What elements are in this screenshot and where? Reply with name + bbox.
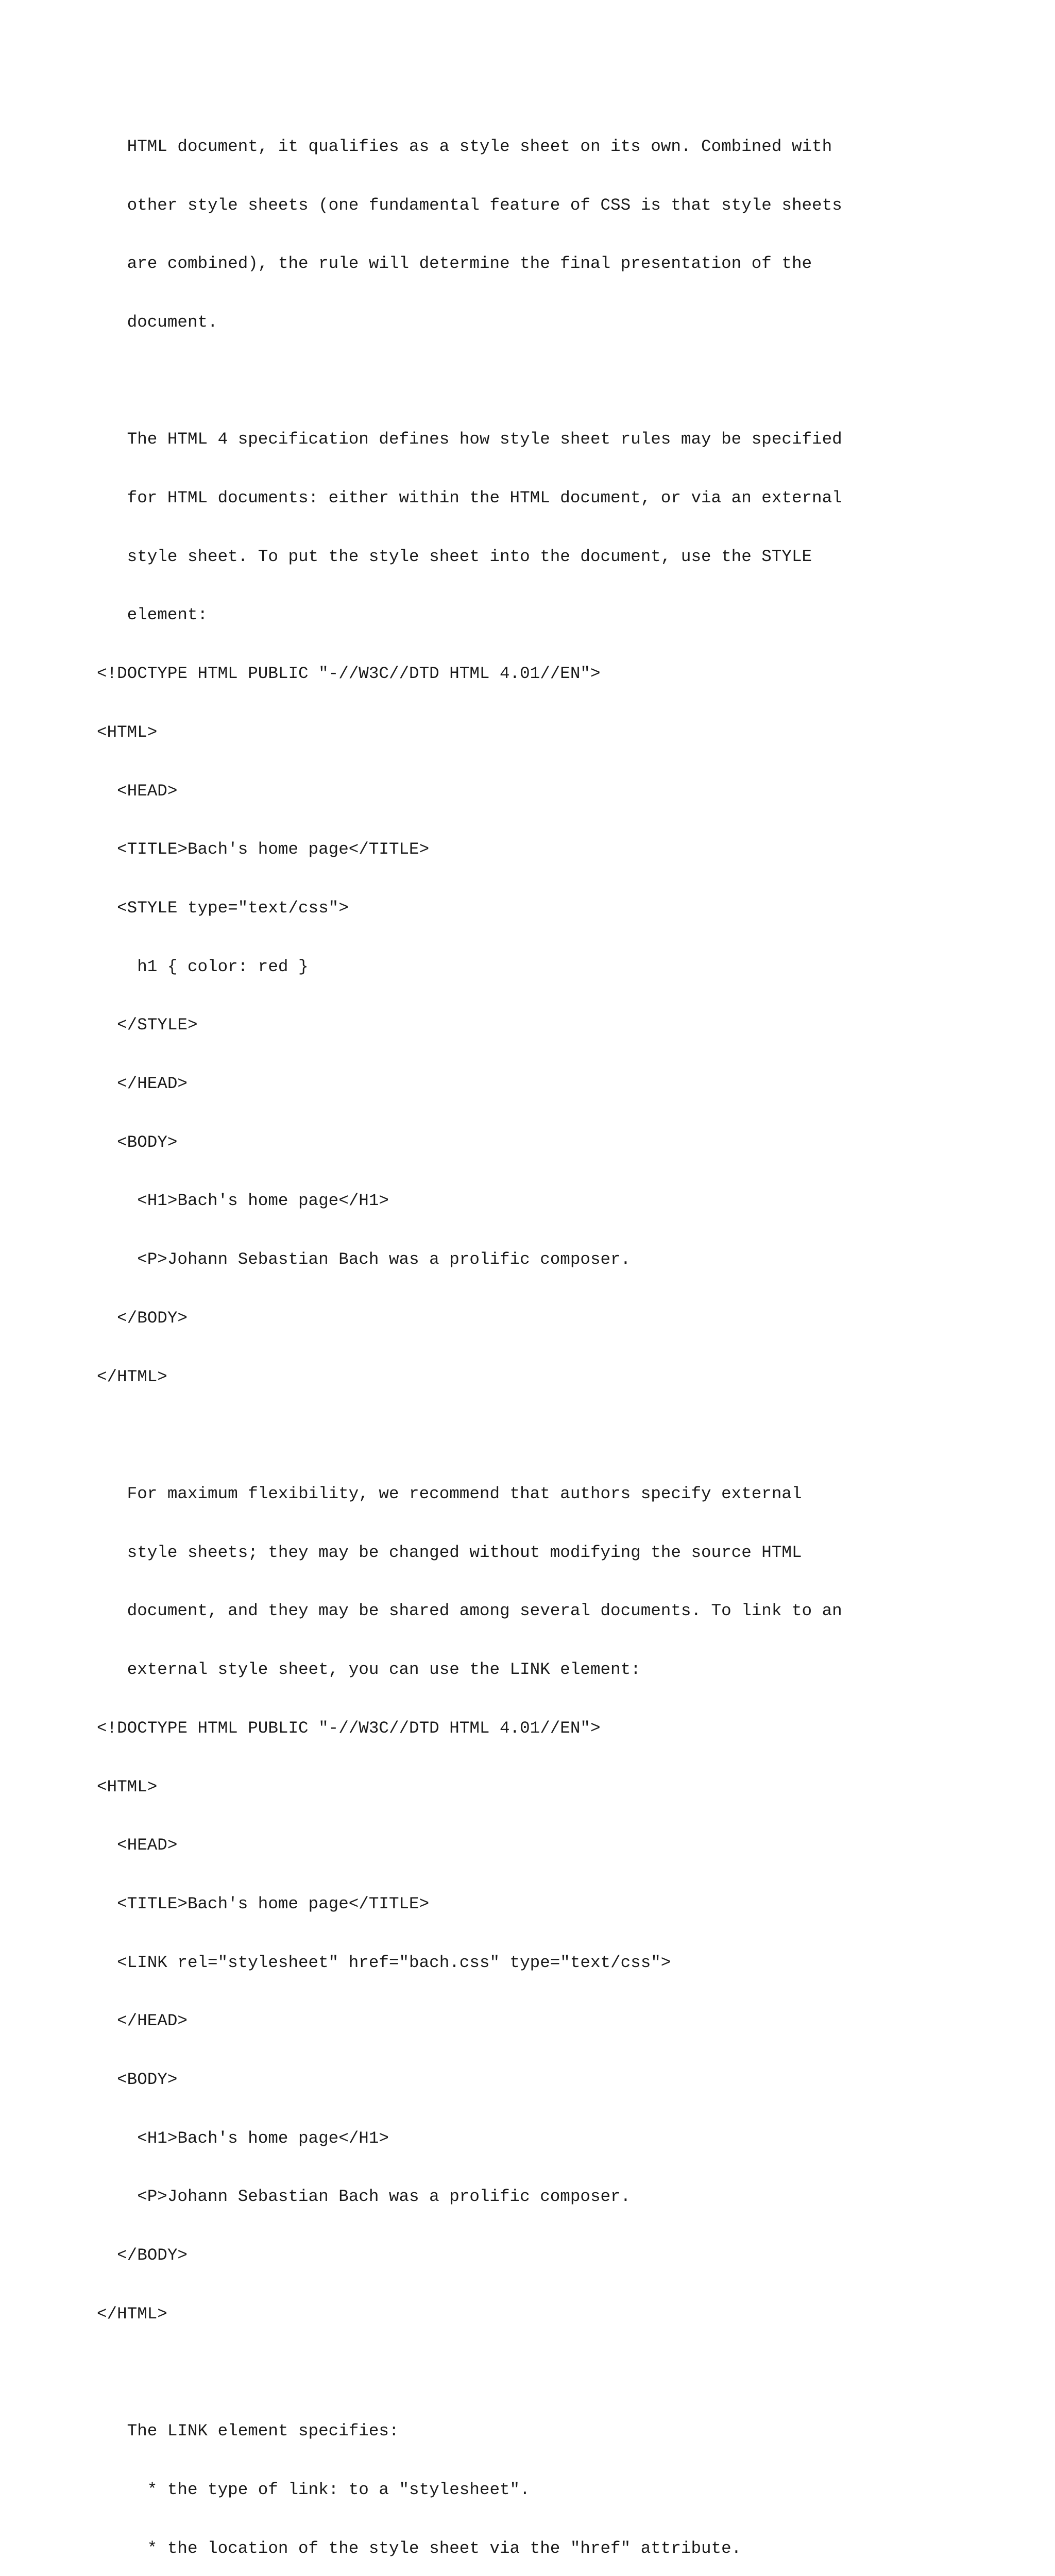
text-line — [97, 1426, 842, 1445]
code-line: </BODY> — [97, 2246, 188, 2265]
code-line: <HTML> — [97, 1777, 158, 1797]
code-line: <!DOCTYPE HTML PUBLIC "-//W3C//DTD HTML 4.01//EN"> — [97, 664, 601, 684]
code-line: <!DOCTYPE HTML PUBLIC "-//W3C//DTD HTML 4.01//EN"> — [97, 1718, 601, 1738]
text-line: are combined), the rule will determine the final presentation of the — [97, 254, 812, 274]
code-line: </STYLE> — [97, 1015, 198, 1035]
text-line: element: — [97, 605, 208, 625]
text-line: The LINK element specifies: — [97, 2421, 399, 2441]
code-line: </HTML> — [97, 2304, 167, 2324]
text-line: external style sheet, you can use the LINK element: — [97, 1660, 641, 1680]
text-line: document. — [97, 312, 218, 332]
text-line: style sheets; they may be changed without modifying the source HTML — [97, 1543, 802, 1562]
code-line: <TITLE>Bach's home page</TITLE> — [97, 840, 430, 859]
code-line: </HTML> — [97, 1367, 167, 1386]
code-line: <STYLE type="text/css"> — [97, 898, 349, 918]
code-line: <HTML> — [97, 722, 158, 742]
code-line: <H1>Bach's home page</H1> — [97, 1191, 389, 1211]
code-line: <HEAD> — [97, 1836, 178, 1855]
list-item: * the location of the style sheet via the "href" attribute. — [97, 2538, 742, 2558]
code-line: <LINK rel="stylesheet" href="bach.css" type="text/css"> — [97, 1953, 671, 1972]
list-item: * the type of link: to a "stylesheet". — [97, 2480, 530, 2499]
text-line: other style sheets (one fundamental feature of CSS is that style sheets — [97, 195, 842, 215]
text-line — [97, 371, 842, 391]
code-line: <P>Johann Sebastian Bach was a prolific composer. — [97, 2187, 631, 2207]
code-line: h1 { color: red } — [97, 957, 309, 976]
code-line: <BODY> — [97, 2070, 178, 2090]
code-line: </HEAD> — [97, 2011, 188, 2031]
code-line: <HEAD> — [97, 781, 178, 801]
code-line: <TITLE>Bach's home page</TITLE> — [97, 1894, 430, 1913]
text-line — [97, 2363, 842, 2383]
document-text — [97, 98, 842, 2576]
text-line: For maximum flexibility, we recommend that authors specify external — [97, 1484, 802, 1503]
text-line: HTML document, it qualifies as a style sheet on its own. Combined with — [97, 137, 832, 156]
code-line: <H1>Bach's home page</H1> — [97, 2128, 389, 2148]
code-line: <P>Johann Sebastian Bach was a prolific composer. — [97, 1250, 631, 1269]
text-line: style sheet. To put the style sheet into the document, use the STYLE — [97, 547, 812, 566]
code-line: </BODY> — [97, 1308, 188, 1328]
text-line: The HTML 4 specification defines how style sheet rules may be specified — [97, 430, 842, 449]
text-line: for HTML documents: either within the HTML document, or via an external — [97, 488, 842, 508]
text-line: document, and they may be shared among several documents. To link to an — [97, 1601, 842, 1621]
code-line: <BODY> — [97, 1132, 178, 1152]
code-line: </HEAD> — [97, 1074, 188, 1094]
